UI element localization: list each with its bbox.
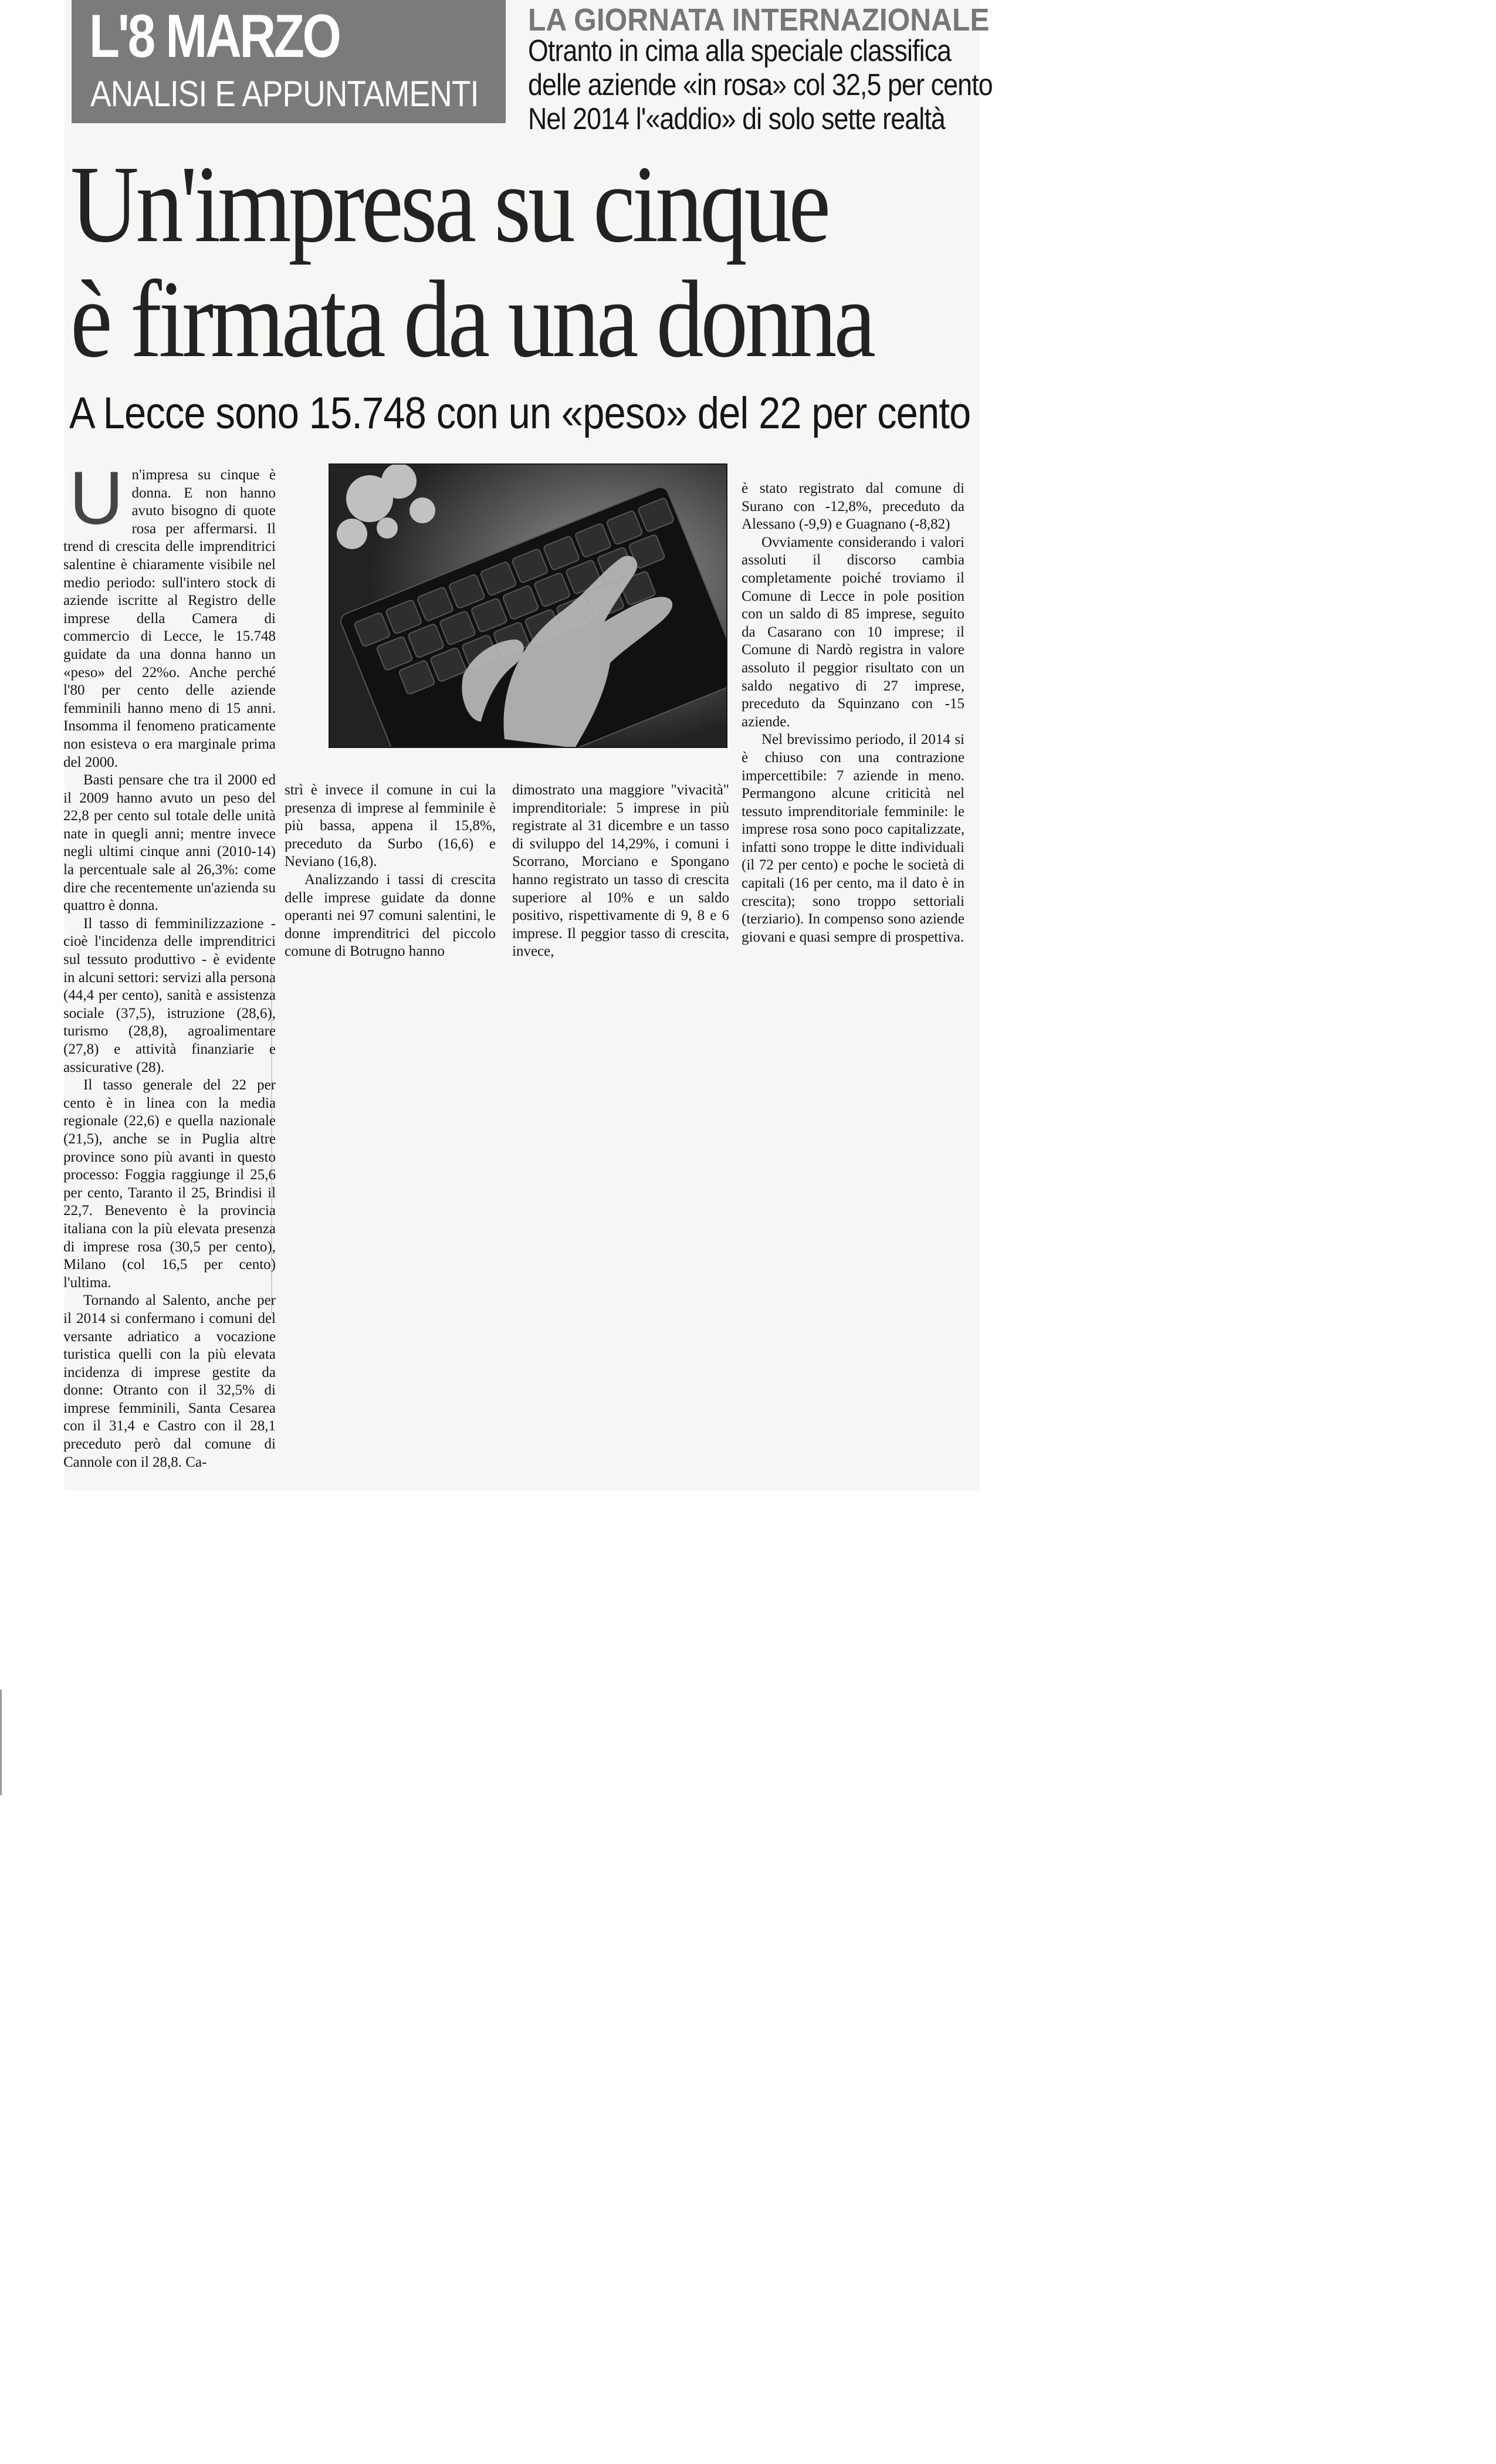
summary-line: delle aziende «in rosa» col 32,5 per cento [528,68,993,102]
kicker: LA GIORNATA INTERNAZIONALE [528,2,990,38]
paragraph: Tornando al Salento, anche per il 2014 si confermano i comuni del versante adriatico a vocazione turistica quelli con la più elevata incidenza di imprese gestite da donne: Otranto con il 32,5% di imprese femminili, Santa Cesarea con il 31,4 e Castro con il 28,1 preceduto però dal comune di Cannole con il 28,8. Ca- [63,1292,276,1470]
paragraph-text: n'impresa su cinque è donna. E non hanno avuto bisogno di quote rosa per affermarsi. Il trend di crescita delle imprenditrici salentine è chiaramente visibile nel medio periodo: sull'intero stock di aziende iscritte al Registro delle imprese della Camera di commercio di Lecce, le 15.748 guidate da una donna hanno un «peso» del 22%o. Anche perché l'80 per cento delle aziende femminili hanno meno di 15 anni. Insomma il fenomeno praticamente non esisteva o era marginale prima del 2000. [63,467,276,770]
drop-cap: U [69,456,124,540]
section-title: L'8 MARZO [89,2,340,70]
summary [528,34,993,136]
paragraph: Il tasso di femminilizzazione - cioè l'incidenza delle imprenditrici sul tessuto produttivo - è evidente in alcuni settori: servizi alla persona (44,4 per cento), sanità e assistenza sociale (37,5), istruzione (28,6), turismo (28,8), agroalimentare (27,8) e attività finanziarie e assicurative (28). [63,915,276,1075]
article-column-3 [512,781,729,961]
headline [70,143,986,380]
section-banner [72,0,506,123]
paragraph: strì è invece il comune in cui la presenza di imprese al femminile è più bassa, appena il 15,8%, preceduto da Surbo (16,6) e Neviano (16,8). [285,782,496,870]
paragraph: dimostrato una maggiore "vivacità" imprenditoriale: 5 imprese in più registrate al 31 dicembre e un tasso di sviluppo del 14,29%, i comuni i Scorrano, Morciano e Spongano hanno registrato un tasso di crescita superiore al 10% e un saldo positivo, rispettivamente di 9, 8 e 6 imprese. Il peggior tasso di crescita, invece, [512,782,729,960]
keyboard-hands-photo [329,463,727,748]
article-column-2 [285,781,496,961]
paragraph: Nel brevissimo periodo, il 2014 si è chiuso con una contrazione impercettibile: 7 aziende in meno. Permangono alcune criticità nel tessuto imprenditoriale femminile: le imprese rosa sono poco capitalizzate, infatti sono troppe le ditte individuali (il 72 per cento) e poche le società di capitali (16 per cento, ma il dato è in crescita); sono troppo settoriali (terziario). In compenso sono aziende giovani e quasi sempre di prospettiva. [742,732,964,945]
headline-line: Un'impresa su cinque [70,143,828,265]
article-column-4 [742,480,964,946]
summary-line: Otranto in cima alla speciale classifica [528,34,952,68]
scan-edge-mark [0,1690,2,1795]
paragraph [63,456,276,771]
paragraph: è stato registrato dal comune di Surano con -12,8%, preceduto da Alessano (-9,9) e Guagnano (-8,82) [742,480,964,533]
paragraph: Ovviamente considerando i valori assoluti il discorso cambia completamente poiché troviamo il Comune di Lecce in pole position con un saldo di 85 imprese, seguito da Casarano con 10 imprese; il Comune di Nardò registra in valore assoluto il peggior risultato con un saldo negativo di 27 imprese, preceduto da Squinzano con -15 aziende. [742,534,964,730]
paragraph: Analizzando i tassi di crescita delle imprese guidate da donne operanti nei 97 comuni salentini, le donne imprenditrici del piccolo comune di Botrugno hanno [285,871,496,960]
section-subtitle: ANALISI E APPUNTAMENTI [90,74,479,114]
paragraph: Basti pensare che tra il 2000 ed il 2009 hanno avuto un peso del 22,8 per cento sul totale delle unità nate in quegli anni; mentre invece negli ultimi cinque anni (2010-14) la percentuale sale al 26,3%: come dire che recentemente un'azienda su quattro è donna. [63,772,276,914]
subheadline: A Lecce sono 15.748 con un «peso» del 22 per cento [69,388,971,438]
paragraph: Il tasso generale del 22 per cento è in linea con la media regionale (22,6) e quella nazionale (21,5), anche se in Puglia altre province sono più avanti in questo processo: Foggia raggiunge il 25,6 per cento, Taranto il 25, Brindisi il 22,7. Benevento è la provincia italiana con la più elevata presenza di imprese rosa (30,5 per cento), Milano (col 16,5 per cento) l'ultima. [63,1077,276,1291]
article-column-1 [63,456,276,1471]
headline-line: è firmata da una donna [70,258,873,380]
summary-line: Nel 2014 l'«addio» di solo sette realtà [528,102,945,136]
